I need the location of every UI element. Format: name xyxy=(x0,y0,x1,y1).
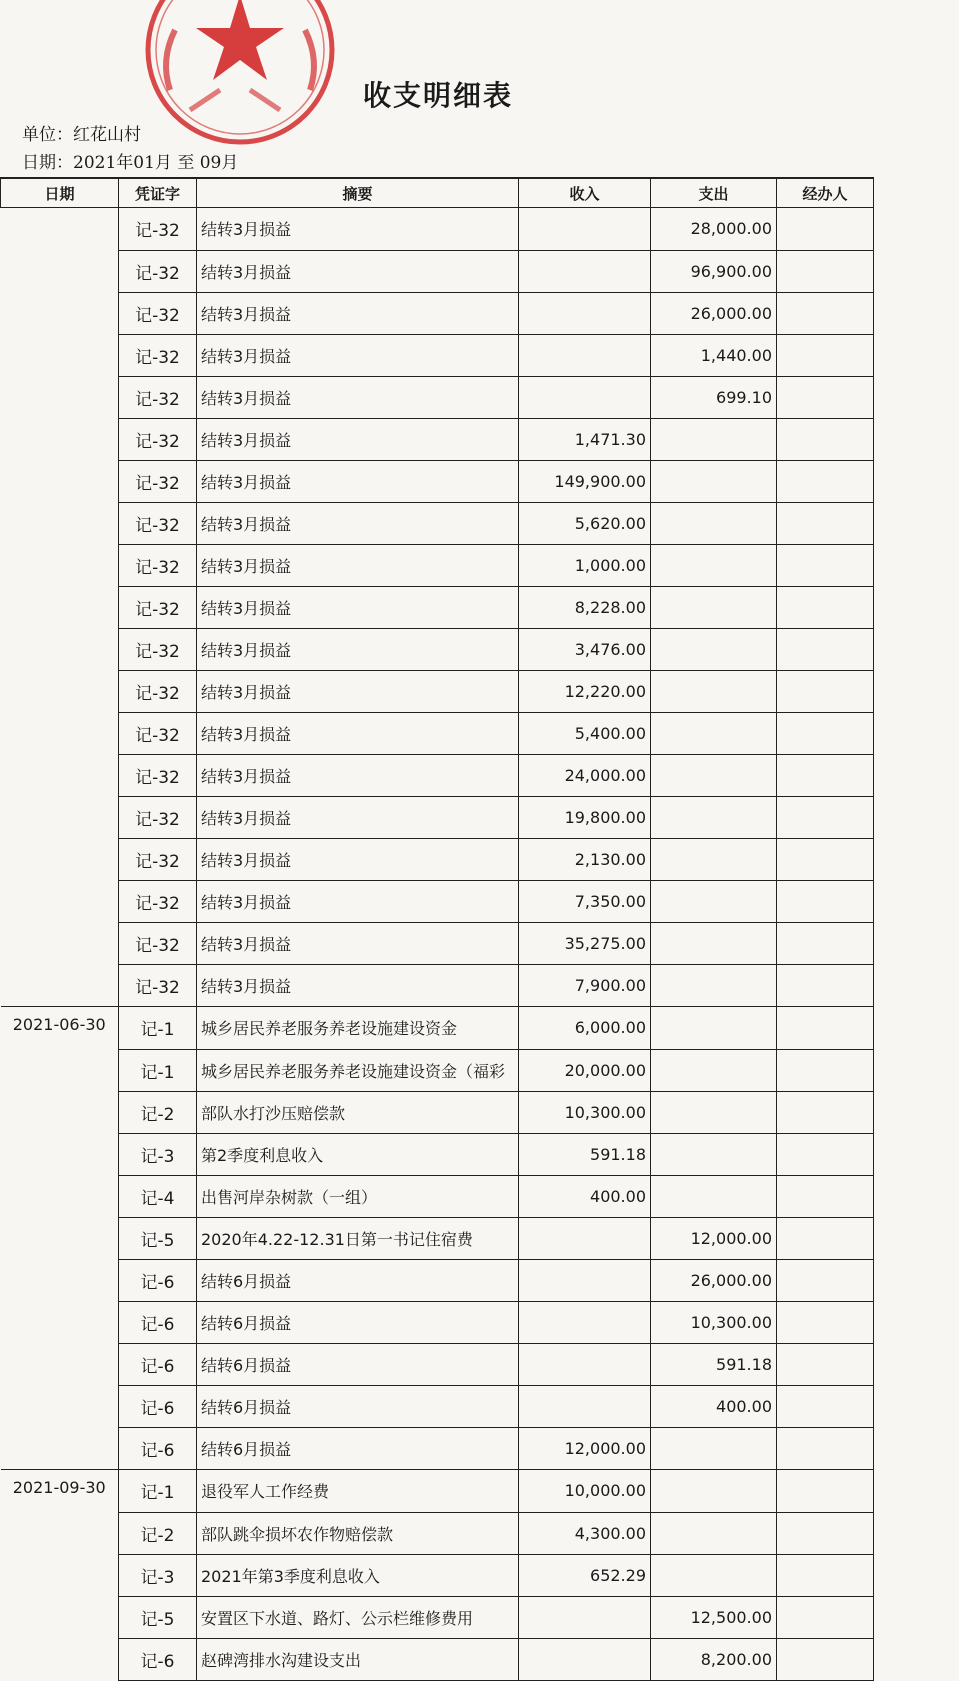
row-date-cell xyxy=(1,460,119,502)
row-income-cell: 24,000.00 xyxy=(519,754,651,796)
row-voucher-cell: 记-6 xyxy=(119,1385,197,1427)
table-row xyxy=(1,796,874,838)
row-voucher-cell: 记-32 xyxy=(119,586,197,628)
row-voucher-cell: 记-32 xyxy=(119,292,197,334)
row-handler-cell xyxy=(777,1470,874,1513)
table-row xyxy=(1,1638,874,1680)
row-expense-cell xyxy=(651,586,777,628)
table-row xyxy=(1,1049,874,1091)
row-income-cell xyxy=(519,208,651,251)
table-row xyxy=(1,334,874,376)
row-summary-cell: 安置区下水道、路灯、公示栏维修费用 xyxy=(197,1596,519,1638)
row-handler-cell xyxy=(777,1554,874,1596)
row-summary-cell: 结转3月损益 xyxy=(197,880,519,922)
row-expense-cell xyxy=(651,1470,777,1513)
row-summary-cell: 城乡居民养老服务养老设施建设资金（福彩 xyxy=(197,1049,519,1091)
table-row xyxy=(1,1091,874,1133)
row-voucher-cell: 记-2 xyxy=(119,1091,197,1133)
table-row xyxy=(1,670,874,712)
row-date-cell xyxy=(1,1133,119,1175)
row-income-cell: 6,000.00 xyxy=(519,1007,651,1050)
row-voucher-cell: 记-1 xyxy=(119,1049,197,1091)
row-income-cell: 1,471.30 xyxy=(519,418,651,460)
row-handler-cell xyxy=(777,1301,874,1343)
table-row xyxy=(1,208,874,251)
header-voucher: 凭证字 xyxy=(119,178,197,208)
row-handler-cell xyxy=(777,1427,874,1470)
row-expense-cell: 28,000.00 xyxy=(651,208,777,251)
row-expense-cell: 12,000.00 xyxy=(651,1217,777,1259)
row-handler-cell xyxy=(777,1259,874,1301)
row-voucher-cell: 记-4 xyxy=(119,1175,197,1217)
row-voucher-cell: 记-5 xyxy=(119,1596,197,1638)
row-summary-cell: 结转3月损益 xyxy=(197,586,519,628)
row-expense-cell xyxy=(651,754,777,796)
row-income-cell: 7,900.00 xyxy=(519,964,651,1007)
row-income-cell: 149,900.00 xyxy=(519,460,651,502)
row-handler-cell xyxy=(777,1217,874,1259)
row-date-cell xyxy=(1,586,119,628)
row-date-cell xyxy=(1,628,119,670)
row-date-cell xyxy=(1,292,119,334)
row-income-cell: 4,300.00 xyxy=(519,1512,651,1554)
row-expense-cell xyxy=(651,1091,777,1133)
row-income-cell: 12,220.00 xyxy=(519,670,651,712)
row-date-cell xyxy=(1,838,119,880)
row-handler-cell xyxy=(777,292,874,334)
row-date-cell xyxy=(1,208,119,251)
date-label: 日期： xyxy=(22,153,73,173)
row-voucher-cell: 记-1 xyxy=(119,1007,197,1050)
row-expense-cell xyxy=(651,922,777,964)
row-income-cell: 1,000.00 xyxy=(519,544,651,586)
unit-value: 红花山村 xyxy=(73,125,141,145)
row-handler-cell xyxy=(777,1175,874,1217)
row-voucher-cell: 记-6 xyxy=(119,1301,197,1343)
row-income-cell: 5,620.00 xyxy=(519,502,651,544)
row-expense-cell xyxy=(651,1554,777,1596)
row-summary-cell: 城乡居民养老服务养老设施建设资金 xyxy=(197,1007,519,1050)
row-expense-cell: 10,300.00 xyxy=(651,1301,777,1343)
row-expense-cell xyxy=(651,628,777,670)
row-date-cell xyxy=(1,754,119,796)
ledger-table xyxy=(0,177,874,1681)
row-handler-cell xyxy=(777,838,874,880)
row-handler-cell xyxy=(777,922,874,964)
header-income: 收入 xyxy=(519,178,651,208)
row-expense-cell xyxy=(651,1049,777,1091)
row-expense-cell: 1,440.00 xyxy=(651,334,777,376)
row-expense-cell: 12,500.00 xyxy=(651,1596,777,1638)
row-date-cell xyxy=(1,544,119,586)
row-expense-cell xyxy=(651,418,777,460)
row-expense-cell xyxy=(651,544,777,586)
row-handler-cell xyxy=(777,1049,874,1091)
row-summary-cell: 结转3月损益 xyxy=(197,418,519,460)
row-handler-cell xyxy=(777,1385,874,1427)
table-row xyxy=(1,1554,874,1596)
table-row xyxy=(1,1007,874,1050)
row-summary-cell: 结转3月损益 xyxy=(197,796,519,838)
header-date: 日期 xyxy=(1,178,119,208)
row-date-cell xyxy=(1,1343,119,1385)
table-row xyxy=(1,1343,874,1385)
row-summary-cell: 2021年第3季度利息收入 xyxy=(197,1554,519,1596)
row-voucher-cell: 记-5 xyxy=(119,1217,197,1259)
row-income-cell: 19,800.00 xyxy=(519,796,651,838)
table-row xyxy=(1,922,874,964)
row-voucher-cell: 记-32 xyxy=(119,460,197,502)
row-summary-cell: 结转3月损益 xyxy=(197,292,519,334)
row-voucher-cell: 记-32 xyxy=(119,250,197,292)
table-row xyxy=(1,880,874,922)
row-handler-cell xyxy=(777,670,874,712)
header-handler: 经办人 xyxy=(777,178,874,208)
row-date-cell: 2021-06-30 xyxy=(1,1007,119,1050)
row-voucher-cell: 记-6 xyxy=(119,1638,197,1680)
page-title: 收支明细表 xyxy=(363,79,514,112)
table-row xyxy=(1,1470,874,1513)
row-voucher-cell: 记-3 xyxy=(119,1554,197,1596)
table-row xyxy=(1,418,874,460)
row-expense-cell xyxy=(651,1175,777,1217)
row-expense-cell xyxy=(651,712,777,754)
row-summary-cell: 结转6月损益 xyxy=(197,1385,519,1427)
row-summary-cell: 结转3月损益 xyxy=(197,460,519,502)
row-summary-cell: 结转3月损益 xyxy=(197,712,519,754)
table-row xyxy=(1,1385,874,1427)
row-voucher-cell: 记-32 xyxy=(119,964,197,1007)
row-voucher-cell: 记-32 xyxy=(119,922,197,964)
official-seal-stamp xyxy=(130,0,350,150)
row-handler-cell xyxy=(777,502,874,544)
row-expense-cell: 96,900.00 xyxy=(651,250,777,292)
row-date-cell xyxy=(1,250,119,292)
date-range-line xyxy=(22,148,238,173)
row-summary-cell: 结转6月损益 xyxy=(197,1259,519,1301)
row-income-cell xyxy=(519,1301,651,1343)
table-row xyxy=(1,1512,874,1554)
row-expense-cell: 26,000.00 xyxy=(651,292,777,334)
row-date-cell xyxy=(1,502,119,544)
row-income-cell: 3,476.00 xyxy=(519,628,651,670)
row-handler-cell xyxy=(777,1007,874,1050)
row-handler-cell xyxy=(777,796,874,838)
row-expense-cell xyxy=(651,1427,777,1470)
row-voucher-cell: 记-32 xyxy=(119,544,197,586)
row-voucher-cell: 记-32 xyxy=(119,838,197,880)
row-handler-cell xyxy=(777,1596,874,1638)
row-income-cell: 400.00 xyxy=(519,1175,651,1217)
table-row xyxy=(1,1301,874,1343)
row-summary-cell: 结转3月损益 xyxy=(197,922,519,964)
table-row xyxy=(1,1133,874,1175)
row-voucher-cell: 记-3 xyxy=(119,1133,197,1175)
row-expense-cell xyxy=(651,964,777,1007)
row-date-cell xyxy=(1,334,119,376)
row-summary-cell: 结转3月损益 xyxy=(197,250,519,292)
row-income-cell xyxy=(519,250,651,292)
table-row xyxy=(1,250,874,292)
row-voucher-cell: 记-32 xyxy=(119,754,197,796)
row-voucher-cell: 记-6 xyxy=(119,1427,197,1470)
row-summary-cell: 赵碑湾排水沟建设支出 xyxy=(197,1638,519,1680)
row-income-cell: 12,000.00 xyxy=(519,1427,651,1470)
row-handler-cell xyxy=(777,460,874,502)
row-expense-cell xyxy=(651,670,777,712)
row-income-cell xyxy=(519,1385,651,1427)
row-handler-cell xyxy=(777,376,874,418)
row-income-cell: 2,130.00 xyxy=(519,838,651,880)
date-to-word: 至 xyxy=(177,153,195,173)
row-income-cell: 10,300.00 xyxy=(519,1091,651,1133)
row-expense-cell xyxy=(651,502,777,544)
row-voucher-cell: 记-1 xyxy=(119,1470,197,1513)
row-date-cell xyxy=(1,796,119,838)
table-row xyxy=(1,964,874,1007)
row-voucher-cell: 记-32 xyxy=(119,670,197,712)
row-summary-cell: 退役军人工作经费 xyxy=(197,1470,519,1513)
row-handler-cell xyxy=(777,1638,874,1680)
row-date-cell xyxy=(1,1301,119,1343)
row-date-cell xyxy=(1,712,119,754)
row-date-cell xyxy=(1,376,119,418)
row-income-cell xyxy=(519,334,651,376)
table-row xyxy=(1,1259,874,1301)
row-handler-cell xyxy=(777,418,874,460)
row-income-cell: 10,000.00 xyxy=(519,1470,651,1513)
row-voucher-cell: 记-32 xyxy=(119,376,197,418)
row-date-cell xyxy=(1,1427,119,1470)
row-expense-cell xyxy=(651,1007,777,1050)
seal-star-icon xyxy=(196,0,284,80)
table-header-row xyxy=(1,178,874,208)
row-voucher-cell: 记-32 xyxy=(119,208,197,251)
row-voucher-cell: 记-32 xyxy=(119,712,197,754)
row-handler-cell xyxy=(777,208,874,251)
row-income-cell: 5,400.00 xyxy=(519,712,651,754)
table-row xyxy=(1,502,874,544)
row-summary-cell: 部队水打沙压赔偿款 xyxy=(197,1091,519,1133)
row-summary-cell: 结转3月损益 xyxy=(197,376,519,418)
row-date-cell xyxy=(1,1217,119,1259)
row-summary-cell: 部队跳伞损坏农作物赔偿款 xyxy=(197,1512,519,1554)
row-voucher-cell: 记-32 xyxy=(119,502,197,544)
unit-label: 单位： xyxy=(22,125,73,145)
row-summary-cell: 结转3月损益 xyxy=(197,544,519,586)
row-date-cell xyxy=(1,1049,119,1091)
table-row xyxy=(1,838,874,880)
row-summary-cell: 第2季度利息收入 xyxy=(197,1133,519,1175)
table-row xyxy=(1,460,874,502)
row-date-cell xyxy=(1,1175,119,1217)
row-date-cell xyxy=(1,880,119,922)
row-income-cell xyxy=(519,1343,651,1385)
row-date-cell xyxy=(1,1385,119,1427)
row-handler-cell xyxy=(777,628,874,670)
row-date-cell xyxy=(1,964,119,1007)
row-voucher-cell: 记-32 xyxy=(119,418,197,460)
row-handler-cell xyxy=(777,880,874,922)
row-income-cell xyxy=(519,1259,651,1301)
table-row xyxy=(1,712,874,754)
row-summary-cell: 结转3月损益 xyxy=(197,964,519,1007)
row-date-cell xyxy=(1,1638,119,1680)
row-expense-cell xyxy=(651,838,777,880)
table-row xyxy=(1,1427,874,1470)
row-expense-cell: 591.18 xyxy=(651,1343,777,1385)
row-date-cell xyxy=(1,1512,119,1554)
table-row xyxy=(1,754,874,796)
row-summary-cell: 结转3月损益 xyxy=(197,628,519,670)
row-voucher-cell: 记-32 xyxy=(119,880,197,922)
row-summary-cell: 结转6月损益 xyxy=(197,1427,519,1470)
row-expense-cell xyxy=(651,880,777,922)
row-handler-cell xyxy=(777,964,874,1007)
row-income-cell: 20,000.00 xyxy=(519,1049,651,1091)
row-income-cell xyxy=(519,1638,651,1680)
row-expense-cell: 400.00 xyxy=(651,1385,777,1427)
row-income-cell: 7,350.00 xyxy=(519,880,651,922)
row-income-cell: 652.29 xyxy=(519,1554,651,1596)
ledger-body xyxy=(1,208,874,1681)
row-summary-cell: 出售河岸杂树款（一组） xyxy=(197,1175,519,1217)
row-voucher-cell: 记-6 xyxy=(119,1343,197,1385)
row-income-cell: 591.18 xyxy=(519,1133,651,1175)
row-summary-cell: 结转6月损益 xyxy=(197,1343,519,1385)
unit-line xyxy=(22,120,141,145)
row-summary-cell: 结转3月损益 xyxy=(197,208,519,251)
row-handler-cell xyxy=(777,1343,874,1385)
header-summary: 摘要 xyxy=(197,178,519,208)
row-handler-cell xyxy=(777,1133,874,1175)
row-date-cell xyxy=(1,670,119,712)
table-row xyxy=(1,1217,874,1259)
row-voucher-cell: 记-32 xyxy=(119,628,197,670)
row-handler-cell xyxy=(777,334,874,376)
row-expense-cell xyxy=(651,796,777,838)
row-expense-cell: 8,200.00 xyxy=(651,1638,777,1680)
row-expense-cell xyxy=(651,460,777,502)
table-row xyxy=(1,292,874,334)
row-summary-cell: 结转3月损益 xyxy=(197,670,519,712)
row-handler-cell xyxy=(777,250,874,292)
row-date-cell xyxy=(1,1596,119,1638)
row-summary-cell: 结转3月损益 xyxy=(197,754,519,796)
row-income-cell xyxy=(519,1596,651,1638)
row-expense-cell: 26,000.00 xyxy=(651,1259,777,1301)
row-summary-cell: 结转3月损益 xyxy=(197,838,519,880)
row-summary-cell: 结转3月损益 xyxy=(197,334,519,376)
row-expense-cell: 699.10 xyxy=(651,376,777,418)
row-date-cell xyxy=(1,922,119,964)
row-expense-cell xyxy=(651,1512,777,1554)
table-row xyxy=(1,1596,874,1638)
row-expense-cell xyxy=(651,1133,777,1175)
row-voucher-cell: 记-32 xyxy=(119,334,197,376)
row-summary-cell: 结转3月损益 xyxy=(197,502,519,544)
row-handler-cell xyxy=(777,712,874,754)
table-row xyxy=(1,1175,874,1217)
row-handler-cell xyxy=(777,1512,874,1554)
row-handler-cell xyxy=(777,1091,874,1133)
row-handler-cell xyxy=(777,586,874,628)
table-row xyxy=(1,586,874,628)
row-income-cell xyxy=(519,376,651,418)
header-expense: 支出 xyxy=(651,178,777,208)
table-row xyxy=(1,376,874,418)
row-date-cell xyxy=(1,418,119,460)
row-income-cell: 35,275.00 xyxy=(519,922,651,964)
row-income-cell: 8,228.00 xyxy=(519,586,651,628)
table-row xyxy=(1,628,874,670)
row-voucher-cell: 记-2 xyxy=(119,1512,197,1554)
row-voucher-cell: 记-6 xyxy=(119,1259,197,1301)
row-date-cell xyxy=(1,1554,119,1596)
row-summary-cell: 2020年4.22-12.31日第一书记住宿费 xyxy=(197,1217,519,1259)
row-handler-cell xyxy=(777,544,874,586)
row-income-cell xyxy=(519,292,651,334)
date-from: 2021年01月 xyxy=(73,153,172,173)
row-date-cell: 2021-09-30 xyxy=(1,1470,119,1513)
row-voucher-cell: 记-32 xyxy=(119,796,197,838)
row-date-cell xyxy=(1,1091,119,1133)
table-row xyxy=(1,544,874,586)
date-to: 09月 xyxy=(199,153,239,173)
row-handler-cell xyxy=(777,754,874,796)
row-date-cell xyxy=(1,1259,119,1301)
row-income-cell xyxy=(519,1217,651,1259)
row-summary-cell: 结转6月损益 xyxy=(197,1301,519,1343)
